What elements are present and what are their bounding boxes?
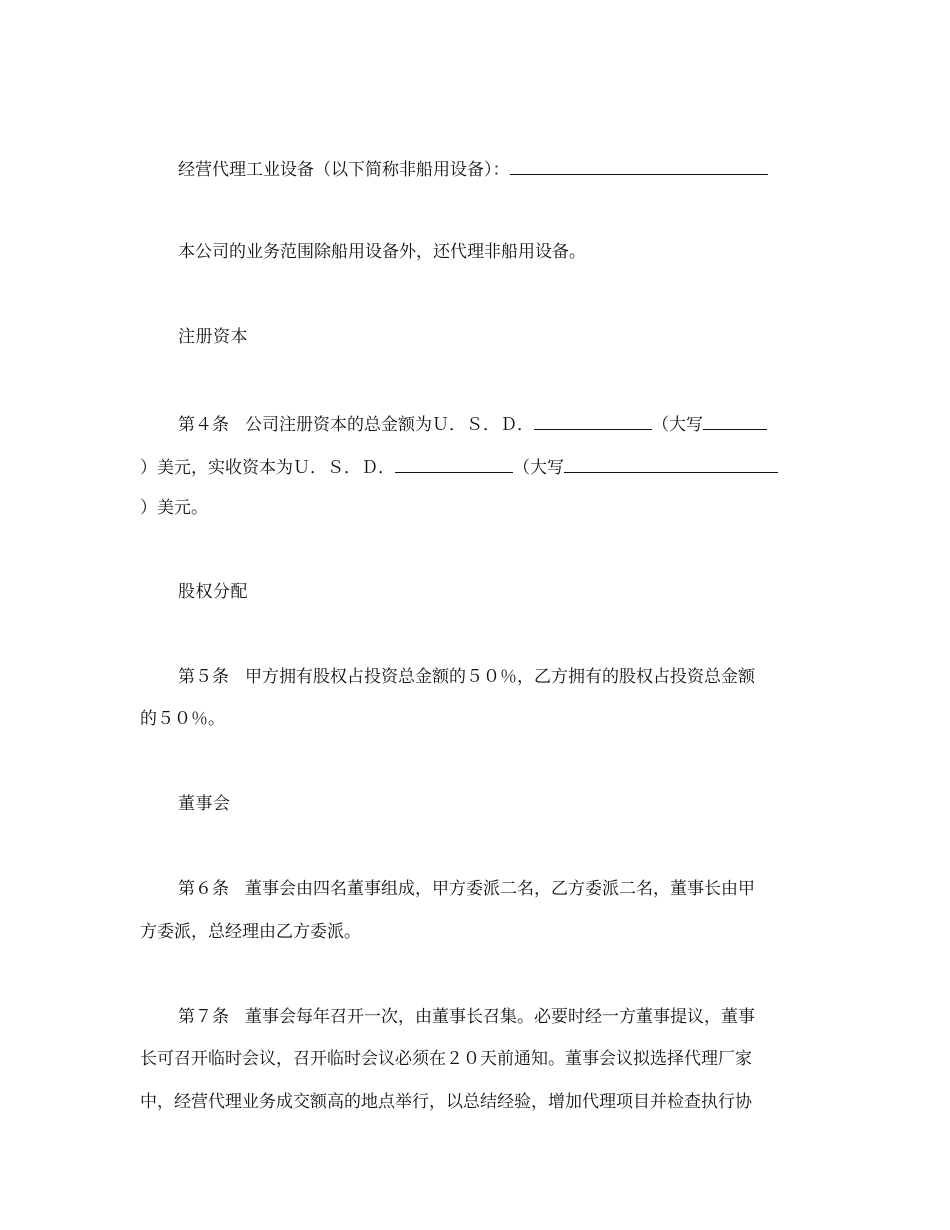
article-7-line-3: 中，经营代理业务成交额高的地点举行，以总结经验，增加代理项目并检查执行协 xyxy=(140,1092,752,1112)
article-4-line-3: ）美元。 xyxy=(140,498,208,518)
paid-in-capital-words-blank[interactable] xyxy=(564,454,778,473)
article-4-line-1 xyxy=(178,411,812,435)
article-6-text-1: 董事会由四名董事组成，甲方委派二名，乙方委派二名，董事长由甲 xyxy=(245,879,755,899)
paid-in-capital-amount-blank[interactable] xyxy=(395,454,513,473)
nonmarine-equipment-label: 经营代理工业设备（以下简称非船用设备）： xyxy=(178,160,510,180)
heading-registered-capital: 注册资本 xyxy=(178,327,248,347)
article-4-text-a: 公司注册资本的总金额为Ｕ．Ｓ．Ｄ． xyxy=(245,415,534,435)
article-4-text-c: ）美元，实收资本为Ｕ．Ｓ．Ｄ． xyxy=(140,458,395,478)
article-6-line-2: 方委派，总经理由乙方委派。 xyxy=(140,922,361,942)
nonmarine-equipment-line xyxy=(178,156,812,180)
article-4-number: 第４条 xyxy=(178,415,229,435)
article-5-line-2: 的５０％。 xyxy=(140,709,225,729)
heading-board-of-directors: 董事会 xyxy=(178,794,231,814)
article-5-text-1: 甲方拥有股权占投资总金额的５０％，乙方拥有的股权占投资总金额 xyxy=(245,667,755,687)
article-7-line-1 xyxy=(178,1005,812,1029)
article-5-number: 第５条 xyxy=(178,667,229,687)
article-4-line-2 xyxy=(140,454,812,478)
article-6-line-1 xyxy=(178,877,812,901)
article-7-number: 第７条 xyxy=(178,1007,229,1027)
article-7-line-2: 长可召开临时会议，召开临时会议必须在２０天前通知。董事会议拟选择代理厂家 xyxy=(140,1049,752,1069)
heading-equity-distribution: 股权分配 xyxy=(178,582,248,602)
registered-capital-words-blank[interactable] xyxy=(703,411,767,430)
nonmarine-description: 本公司的业务范围除船用设备外，还代理非船用设备。 xyxy=(178,242,586,262)
nonmarine-equipment-blank[interactable] xyxy=(510,156,768,175)
article-6-number: 第６条 xyxy=(178,879,229,899)
registered-capital-amount-blank[interactable] xyxy=(534,411,652,430)
article-7-text-1: 董事会每年召开一次，由董事长召集。必要时经一方董事提议，董事 xyxy=(245,1007,755,1027)
article-4-text-d: （大写 xyxy=(513,458,564,478)
article-4-text-b: （大写 xyxy=(652,415,703,435)
article-5-line-1 xyxy=(178,665,812,689)
